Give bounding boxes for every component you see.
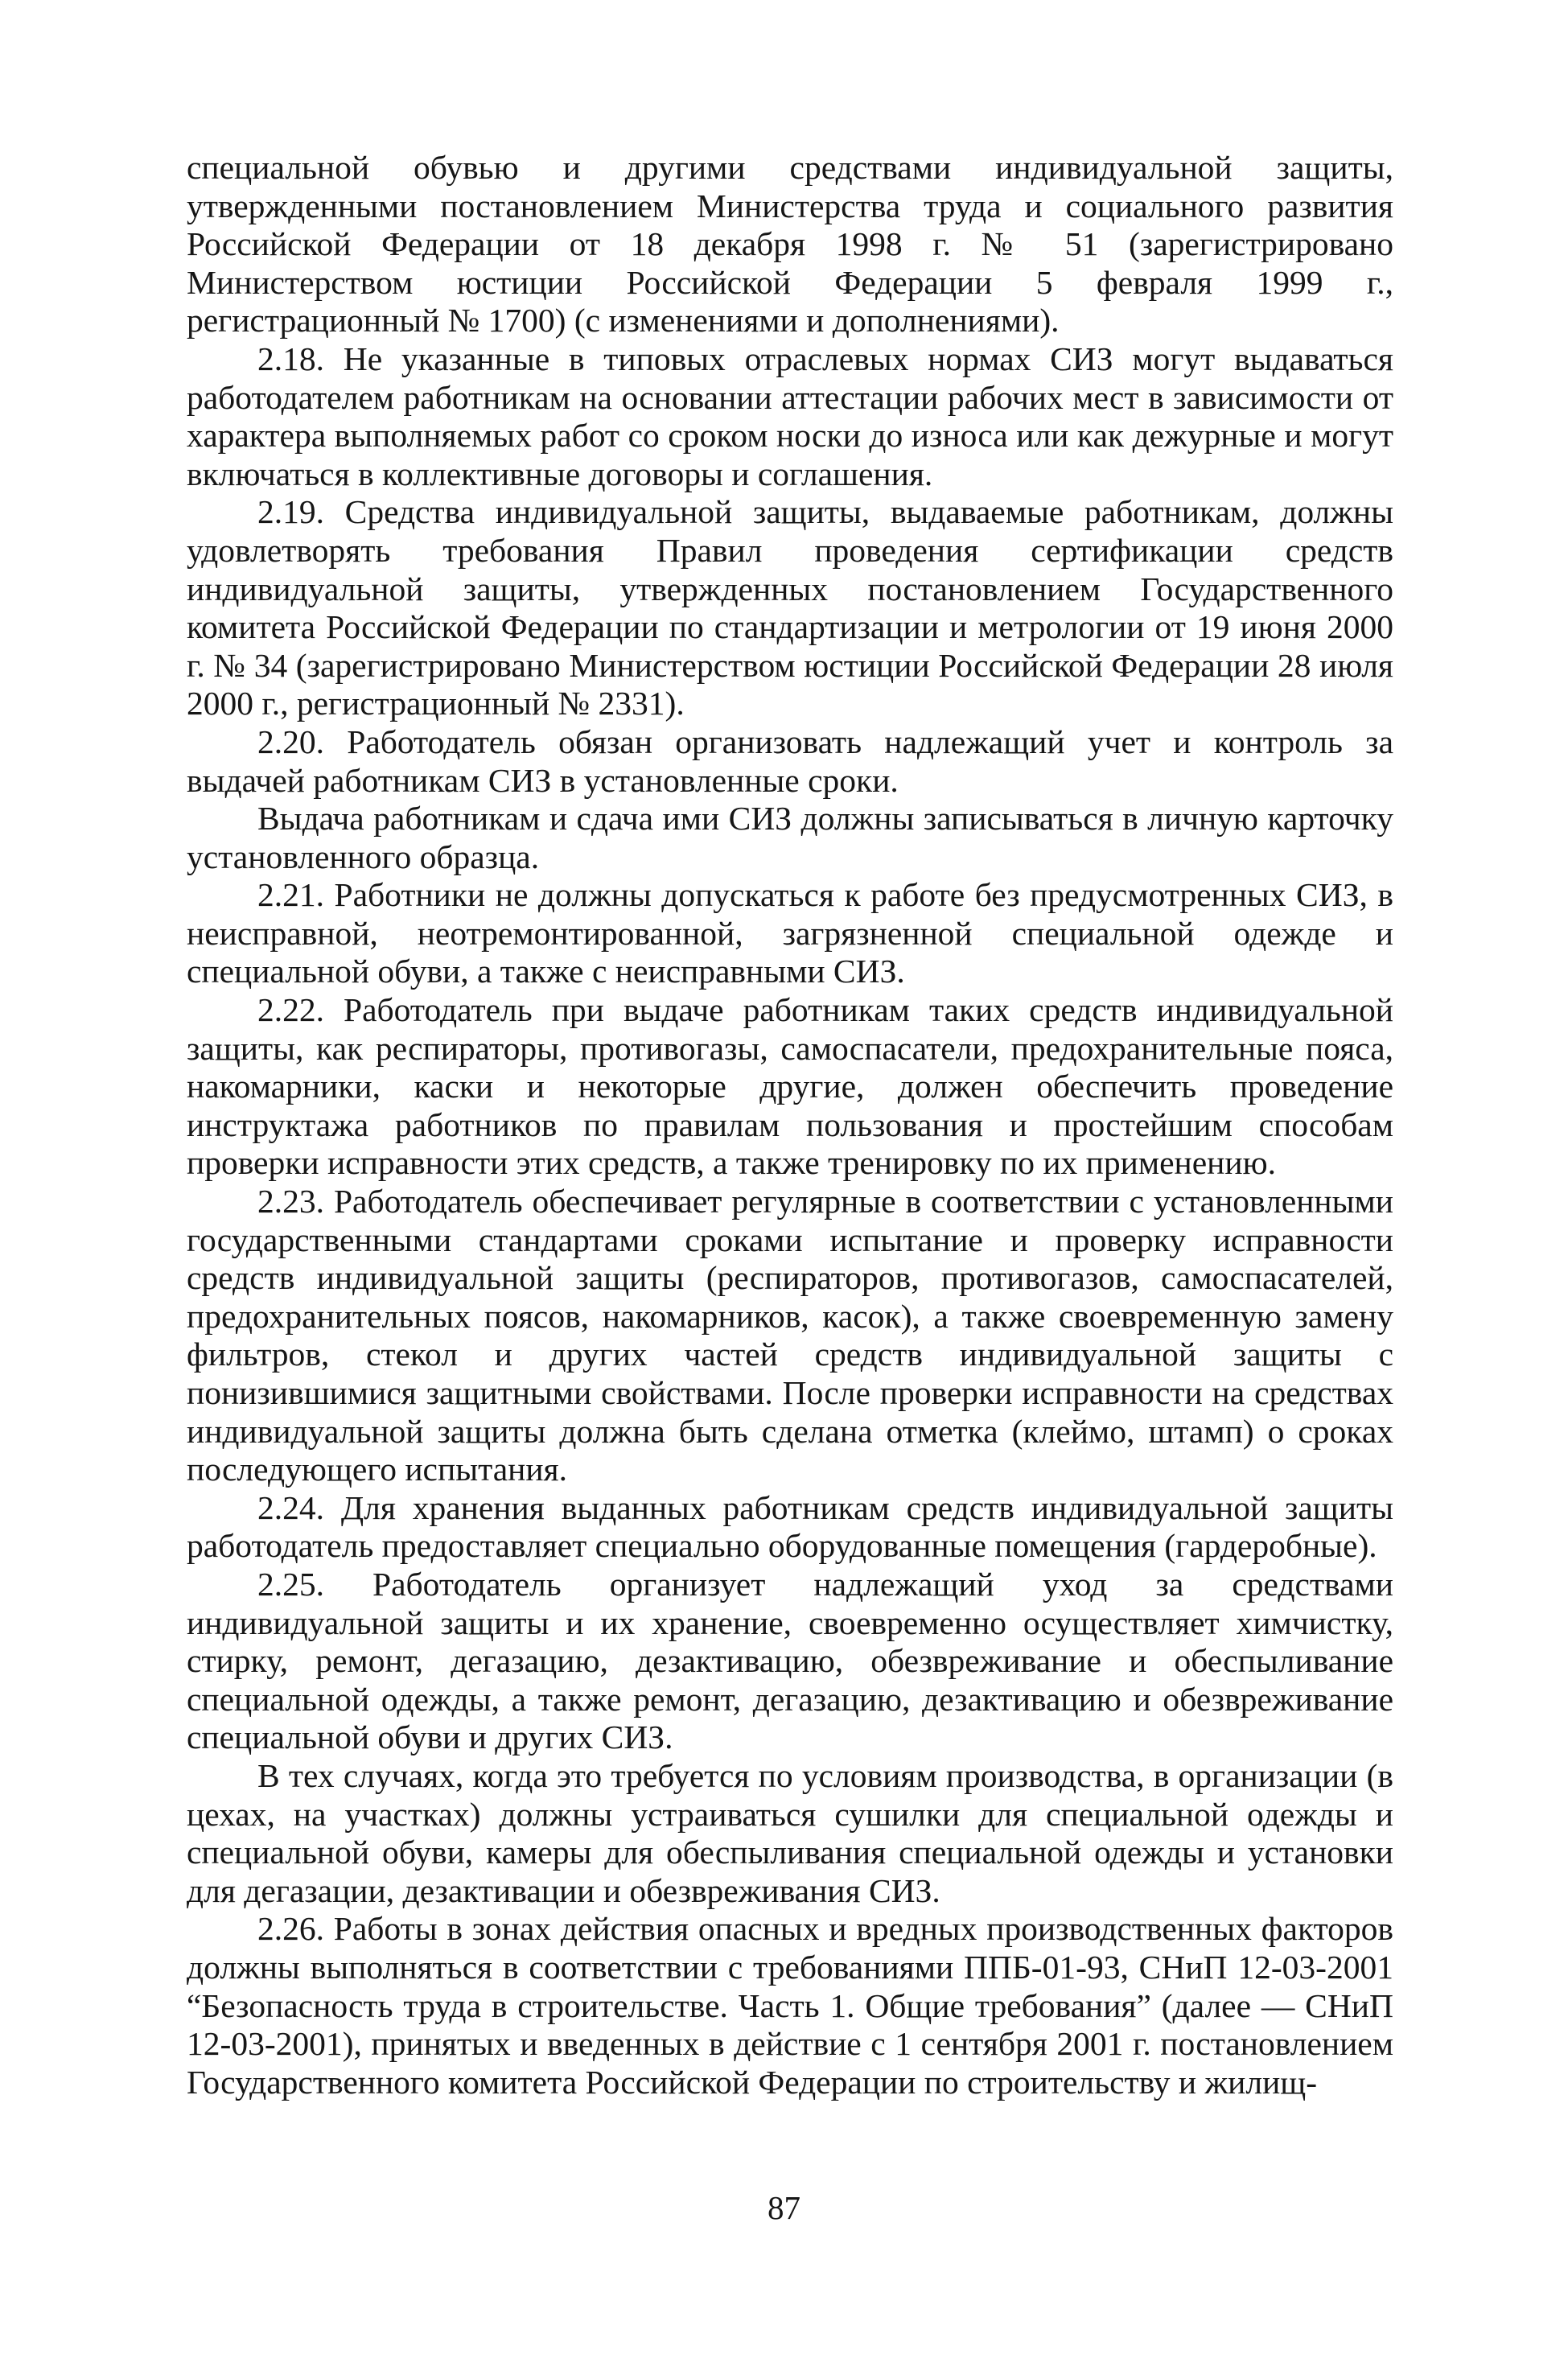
paragraph-continuation: специальной обувью и другими средствами индивидуальной защиты, утвержденными постановлением Министерства труда и социального развития Российской Федерации от 18 декабря 1998 г. № 51 (зарегистрировано Министерством юстиции Российской Федерации 5 февраля 1999 г., регистрационный № 1700) (с изменениями и дополнениями). bbox=[187, 149, 1393, 340]
paragraph-2-22: 2.22. Работодатель при выдаче работникам таких средств индивидуальной защиты, как респираторы, противогазы, самоспасатели, предохранительные пояса, накомарники, каски и некоторые другие, должен обеспечить проведение инструктажа работников по правилам пользования и простейшим способам проверки исправности этих средств, а также тренировку по их применению. bbox=[187, 991, 1393, 1182]
paragraph-2-20: 2.20. Работодатель обязан организовать надлежащий учет и контроль за выдачей работникам СИЗ в установленные сроки. bbox=[187, 722, 1393, 799]
paragraph-2-25-drying: В тех случаях, когда это требуется по условиям производства, в организации (в цехах, на участках) должны устраиваться сушилки для специальной одежды и специальной обуви, камеры для обеспыливания специальной одежды и установки для дегазации, дезактивации и обезвреживания СИЗ. bbox=[187, 1756, 1393, 1909]
document-page bbox=[187, 149, 1393, 2101]
paragraph-2-20-issuance: Выдача работникам и сдача ими СИЗ должны записываться в личную карточку установленного образца. bbox=[187, 800, 1393, 875]
paragraph-2-26: 2.26. Работы в зонах действия опасных и вредных производственных факторов должны выполняться в соответствии с требованиями ППБ-01-93, СНиП 12-03-2001 “Безопасность труда в строительстве. Часть 1. Общие требования” (далее — СНиП 12-03-2001), принятых и введенных в действие с 1 сентября 2001 г. постановлением Государственного комитета Российской Федерации по строительству и жилищ- bbox=[187, 1910, 1393, 2101]
paragraph-2-18: 2.18. Не указанные в типовых отраслевых нормах СИЗ могут выдаваться работодателем работникам на основании аттестации рабочих мест в зависимости от характера выполняемых работ со сроком носки до износа или как дежурные и могут включаться в коллективные договоры и соглашения. bbox=[187, 340, 1393, 492]
paragraph-2-23: 2.23. Работодатель обеспечивает регулярные в соответствии с установленными государственными стандартами сроками испытание и проверку исправности средств индивидуальной защиты (респираторов, противогазов, самоспасателей, предохранительных поясов, накомарников, касок), а также своевременную замену фильтров, стекол и других частей средств индивидуальной защиты с понизившимися защитными свойствами. После проверки исправности на средствах индивидуальной защиты должна быть сделана отметка (клеймо, штамп) о сроках последующего испытания. bbox=[187, 1183, 1393, 1488]
page-number: 87 bbox=[768, 2189, 800, 2226]
paragraph-2-21: 2.21. Работники не должны допускаться к работе без предусмотренных СИЗ, в неисправной, неотремонтированной, загрязненной специальной одежде и специальной обуви, а также с неисправными СИЗ. bbox=[187, 876, 1393, 990]
paragraph-2-24: 2.24. Для хранения выданных работникам средств индивидуальной защиты работодатель предоставляет специально оборудованные помещения (гардеробные). bbox=[187, 1488, 1393, 1565]
paragraph-2-19: 2.19. Средства индивидуальной защиты, выдаваемые работникам, должны удовлетворять требования Правил проведения сертификации средств индивидуальной защиты, утвержденных постановлением Государственного комитета Российской Федерации по стандартизации и метрологии от 19 июня 2000 г. № 34 (зарегистрировано Министерством юстиции Российской Федерации 28 июля 2000 г., регистрационный № 2331). bbox=[187, 493, 1393, 722]
paragraph-2-25: 2.25. Работодатель организует надлежащий уход за средствами индивидуальной защиты и их хранение, своевременно осуществляет химчистку, стирку, ремонт, дегазацию, дезактивацию, обезвреживание и обеспыливание специальной одежды, а также ремонт, дегазацию, дезактивацию и обезвреживание специальной обуви и других СИЗ. bbox=[187, 1565, 1393, 1756]
